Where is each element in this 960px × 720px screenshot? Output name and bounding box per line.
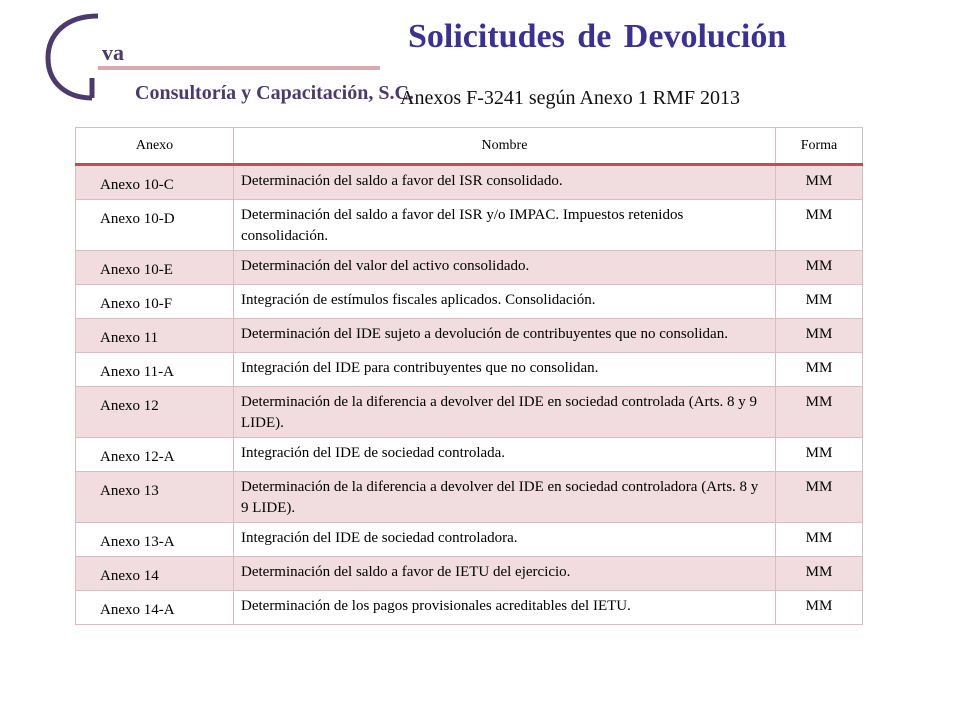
column-header-nombre: Nombre <box>234 128 776 165</box>
cell-nombre: Determinación del saldo a favor del ISR y/o IMPAC. Impuestos retenidos consolidación. <box>234 200 776 251</box>
cell-forma: MM <box>776 200 863 251</box>
cell-forma: MM <box>776 251 863 285</box>
table-row <box>76 523 863 557</box>
cell-forma: MM <box>776 557 863 591</box>
cell-anexo: Anexo 14 <box>76 557 234 591</box>
cell-nombre: Determinación de los pagos provisionales acreditables del IETU. <box>234 591 776 625</box>
cell-anexo: Anexo 10-E <box>76 251 234 285</box>
cell-forma: MM <box>776 319 863 353</box>
table-row <box>76 200 863 251</box>
table-row <box>76 251 863 285</box>
cell-forma: MM <box>776 387 863 438</box>
cell-anexo: Anexo 13-A <box>76 523 234 557</box>
column-header-anexo: Anexo <box>76 128 234 165</box>
cell-nombre: Integración del IDE para contribuyentes que no consolidan. <box>234 353 776 387</box>
logo-company-name: Consultoría y Capacitación, S.C. <box>135 82 414 104</box>
cell-anexo: Anexo 12 <box>76 387 234 438</box>
cell-anexo: Anexo 13 <box>76 472 234 523</box>
cell-nombre: Integración del IDE de sociedad controladora. <box>234 523 776 557</box>
table-body <box>76 165 863 625</box>
cell-forma: MM <box>776 438 863 472</box>
column-header-forma: Forma <box>776 128 863 165</box>
cell-nombre: Determinación del saldo a favor del ISR consolidado. <box>234 165 776 200</box>
cell-forma: MM <box>776 472 863 523</box>
page-subtitle: Anexos F-3241 según Anexo 1 RMF 2013 <box>400 87 741 109</box>
table-row <box>76 557 863 591</box>
cell-anexo: Anexo 12-A <box>76 438 234 472</box>
cell-anexo: Anexo 11-A <box>76 353 234 387</box>
table-row <box>76 387 863 438</box>
table-row <box>76 353 863 387</box>
table-row <box>76 591 863 625</box>
page-title: Solicitudes de Devolución <box>408 18 787 55</box>
cell-anexo: Anexo 14-A <box>76 591 234 625</box>
cell-nombre: Integración de estímulos fiscales aplicados. Consolidación. <box>234 285 776 319</box>
company-logo <box>40 12 414 104</box>
cell-forma: MM <box>776 165 863 200</box>
cell-nombre: Determinación de la diferencia a devolver del IDE en sociedad controlada (Arts. 8 y 9 LIDE). <box>234 387 776 438</box>
cell-anexo: Anexo 10-F <box>76 285 234 319</box>
cell-anexo: Anexo 10-C <box>76 165 234 200</box>
anexos-table <box>75 127 863 625</box>
cell-nombre: Determinación del IDE sujeto a devolución de contribuyentes que no consolidan. <box>234 319 776 353</box>
cell-nombre: Determinación del valor del activo consolidado. <box>234 251 776 285</box>
logo-initials: va <box>102 40 124 65</box>
cell-nombre: Determinación de la diferencia a devolver del IDE en sociedad controladora (Arts. 8 y 9 LIDE). <box>234 472 776 523</box>
cell-nombre: Integración del IDE de sociedad controlada. <box>234 438 776 472</box>
cell-forma: MM <box>776 523 863 557</box>
cell-nombre: Determinación del saldo a favor de IETU del ejercicio. <box>234 557 776 591</box>
table-row <box>76 438 863 472</box>
table-row <box>76 319 863 353</box>
table-row <box>76 165 863 200</box>
cell-forma: MM <box>776 353 863 387</box>
table-row <box>76 472 863 523</box>
table-header-row <box>76 128 863 165</box>
cell-forma: MM <box>776 591 863 625</box>
cell-anexo: Anexo 10-D <box>76 200 234 251</box>
cell-anexo: Anexo 11 <box>76 319 234 353</box>
cell-forma: MM <box>776 285 863 319</box>
table-row <box>76 285 863 319</box>
